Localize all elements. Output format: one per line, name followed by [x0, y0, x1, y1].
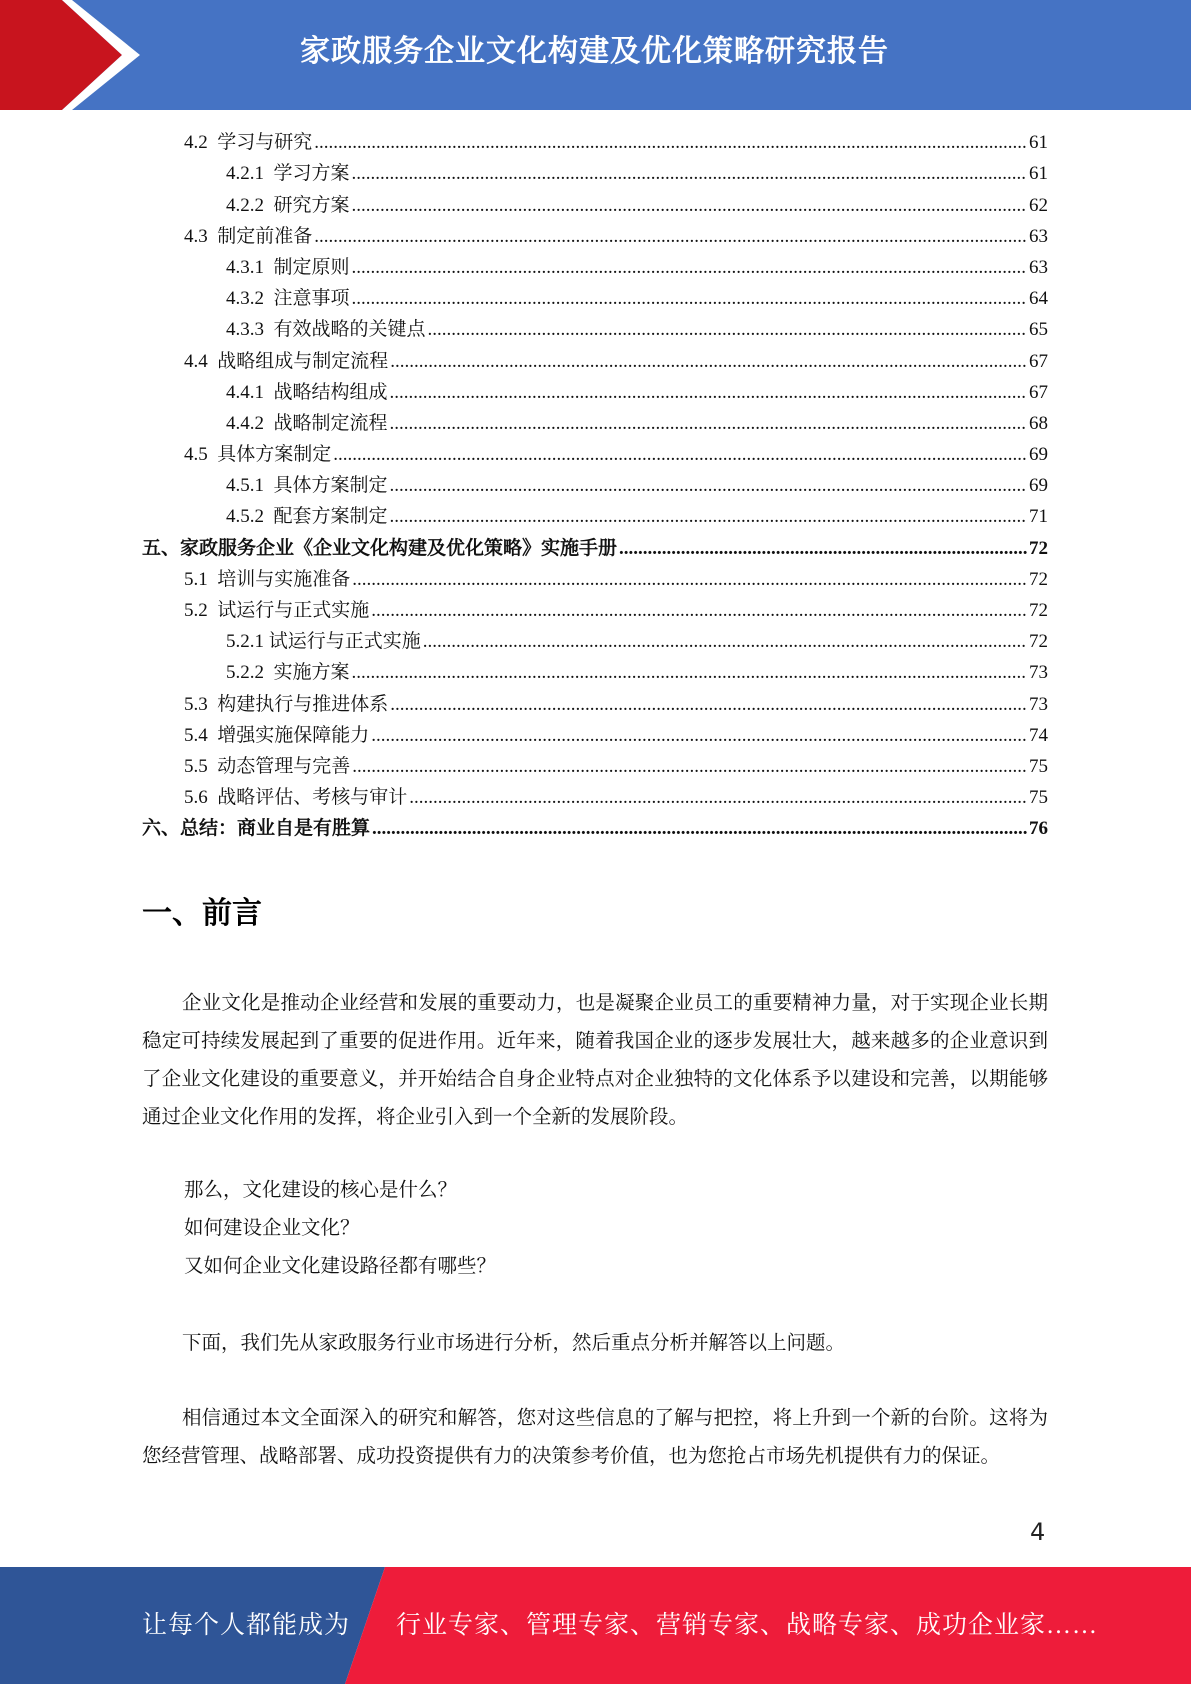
toc-entry-label: 5.6 战略评估、考核与审计 — [184, 787, 408, 809]
toc-entry-label: 4.2.1 学习方案 — [226, 163, 350, 185]
toc-entry-label: 4.3.1 制定原则 — [226, 256, 350, 278]
toc-entry[interactable] — [142, 189, 1048, 220]
analysis-paragraph: 下面，我们先从家政服务行业市场进行分析，然后重点分析并解答以上问题。 — [182, 1333, 846, 1354]
toc-entry-label: 五、家政服务企业《企业文化构建及优化策略》实施手册 — [142, 537, 618, 559]
toc-entry-page: 69 — [1029, 444, 1048, 466]
toc-entry-page: 62 — [1029, 194, 1048, 216]
toc-entry[interactable] — [142, 657, 1048, 688]
report-title: 家政服务企业文化构建及优化策略研究报告 — [300, 34, 889, 69]
toc-entry-page: 61 — [1029, 163, 1048, 185]
toc-entry[interactable] — [142, 813, 1048, 844]
toc-entry-page: 72 — [1029, 600, 1048, 621]
toc-dot-leader — [372, 813, 1027, 844]
toc-entry[interactable] — [142, 626, 1048, 657]
toc-entry-page: 65 — [1029, 319, 1048, 341]
toc-entry[interactable] — [142, 564, 1048, 595]
toc-entry[interactable] — [142, 782, 1048, 813]
toc-dot-leader — [390, 377, 1027, 408]
toc-entry-page: 68 — [1029, 412, 1048, 434]
toc-entry-page: 71 — [1029, 506, 1048, 528]
toc-dot-leader — [314, 221, 1027, 252]
toc-entry-page: 63 — [1029, 225, 1048, 247]
toc-entry-label: 六、总结：商业自是有胜算 — [142, 818, 371, 840]
toc-entry-label: 5.4 增强实施保障能力 — [184, 724, 370, 746]
table-of-contents — [142, 127, 1048, 844]
toc-entry-label: 4.3.3 有效战略的关键点 — [226, 319, 426, 341]
toc-entry[interactable] — [142, 252, 1048, 283]
toc-dot-leader — [352, 751, 1027, 782]
toc-entry-page: 76 — [1029, 818, 1048, 840]
toc-entry-page: 72 — [1029, 631, 1048, 653]
report-footer — [0, 1567, 1191, 1684]
toc-dot-leader — [352, 657, 1027, 688]
toc-dot-leader — [352, 564, 1027, 595]
toc-entry-label: 5.1 培训与实施准备 — [184, 568, 351, 590]
toc-entry-label: 4.2 学习与研究 — [184, 132, 313, 154]
toc-dot-leader — [390, 408, 1027, 439]
toc-entry-label: 5.2.1 试运行与正式实施 — [226, 631, 421, 653]
toc-entry-page: 63 — [1029, 256, 1048, 278]
toc-entry-page: 75 — [1029, 787, 1048, 809]
toc-entry[interactable] — [142, 283, 1048, 314]
toc-entry-label: 4.3 制定前准备 — [184, 225, 313, 247]
toc-entry-label: 4.4.2 战略制定流程 — [226, 412, 388, 434]
toc-dot-leader — [423, 626, 1027, 657]
toc-entry[interactable] — [142, 720, 1048, 751]
toc-entry-page: 67 — [1029, 381, 1048, 403]
footer-slogan-right: 行业专家、管理专家、营销专家、战略专家、成功企业家…… — [396, 1612, 1099, 1639]
toc-entry-page: 73 — [1029, 662, 1048, 684]
toc-dot-leader — [428, 314, 1027, 345]
toc-entry-page: 72 — [1029, 568, 1048, 590]
toc-entry-page: 74 — [1029, 724, 1048, 746]
toc-dot-leader — [390, 689, 1027, 720]
toc-entry-label: 4.3.2 注意事项 — [226, 288, 350, 310]
toc-dot-leader — [314, 127, 1027, 158]
toc-entry-page: 75 — [1029, 755, 1048, 777]
toc-entry-label: 4.4.1 战略结构组成 — [226, 381, 388, 403]
toc-dot-leader — [390, 346, 1027, 377]
toc-dot-leader — [390, 470, 1027, 501]
toc-dot-leader — [333, 439, 1027, 470]
toc-entry[interactable] — [142, 532, 1048, 563]
report-header — [0, 0, 1191, 110]
toc-entry[interactable] — [142, 688, 1048, 719]
header-arrow-icon — [0, 0, 160, 110]
toc-entry[interactable] — [142, 408, 1048, 439]
question-2: 如何建设企业文化？ — [184, 1218, 360, 1239]
toc-entry[interactable] — [142, 221, 1048, 252]
toc-entry-page: 61 — [1029, 132, 1048, 154]
section-title: 一、前言 — [142, 896, 262, 931]
question-1: 那么，文化建设的核心是什么？ — [184, 1180, 458, 1201]
toc-entry[interactable] — [142, 439, 1048, 470]
toc-entry-page: 72 — [1029, 537, 1048, 559]
toc-entry-label: 4.2.2 研究方案 — [226, 194, 350, 216]
toc-entry[interactable] — [142, 377, 1048, 408]
toc-entry[interactable] — [142, 595, 1048, 626]
footer-slogan-left: 让每个人都能成为 — [142, 1612, 351, 1639]
toc-entry-label: 5.5 动态管理与完善 — [184, 755, 351, 777]
toc-dot-leader — [409, 782, 1027, 813]
toc-dot-leader — [352, 158, 1027, 189]
toc-entry-label: 5.3 构建执行与推进体系 — [184, 693, 389, 715]
toc-entry-label: 5.2 试运行与正式实施 — [184, 600, 370, 621]
toc-entry[interactable] — [142, 501, 1048, 532]
toc-entry[interactable] — [142, 314, 1048, 345]
toc-dot-leader — [352, 190, 1027, 221]
toc-entry[interactable] — [142, 751, 1048, 782]
toc-dot-leader — [371, 720, 1027, 751]
toc-entry-page: 67 — [1029, 350, 1048, 372]
toc-entry-page: 64 — [1029, 288, 1048, 310]
toc-entry[interactable] — [142, 345, 1048, 376]
toc-entry-label: 4.5.2 配套方案制定 — [226, 506, 388, 528]
conclusion-paragraph: 相信通过本文全面深入的研究和解答，您对这些信息的了解与把控，将上升到一个新的台阶。这将为您经营管理、战略部署、成功投资提供有力的决策参考价值，也为您抢占市场先机提供有力的保证。 — [142, 1408, 1048, 1467]
toc-entry-label: 4.4 战略组成与制定流程 — [184, 350, 389, 372]
toc-entry-page: 69 — [1029, 475, 1048, 497]
toc-dot-leader — [619, 533, 1027, 564]
question-3: 又如何企业文化建设路径都有哪些？ — [184, 1256, 497, 1277]
toc-dot-leader — [352, 283, 1027, 314]
page-number: 4 — [1030, 1518, 1046, 1546]
intro-paragraph: 企业文化是推动企业经营和发展的重要动力，也是凝聚企业员工的重要精神力量，对于实现企业长期稳定可持续发展起到了重要的促进作用。近年来，随着我国企业的逐步发展壮大，越来越多的企业意识到了企业文化建设的重要意义，并开始结合自身企业特点对企业独特的文化体系予以建设和完善，以期能够通过企业文化作用的发挥，将企业引入到一个全新的发展阶段。 — [142, 993, 1048, 1128]
toc-entry[interactable] — [142, 470, 1048, 501]
toc-entry-label: 4.5 具体方案制定 — [184, 444, 332, 466]
toc-dot-leader — [390, 501, 1027, 532]
toc-dot-leader — [352, 252, 1027, 283]
toc-entry-label: 4.5.1 具体方案制定 — [226, 475, 388, 497]
toc-entry[interactable] — [142, 158, 1048, 189]
toc-entry[interactable] — [142, 127, 1048, 158]
toc-entry-label: 5.2.2 实施方案 — [226, 662, 350, 684]
toc-entry-page: 73 — [1029, 693, 1048, 715]
toc-dot-leader — [371, 595, 1027, 626]
